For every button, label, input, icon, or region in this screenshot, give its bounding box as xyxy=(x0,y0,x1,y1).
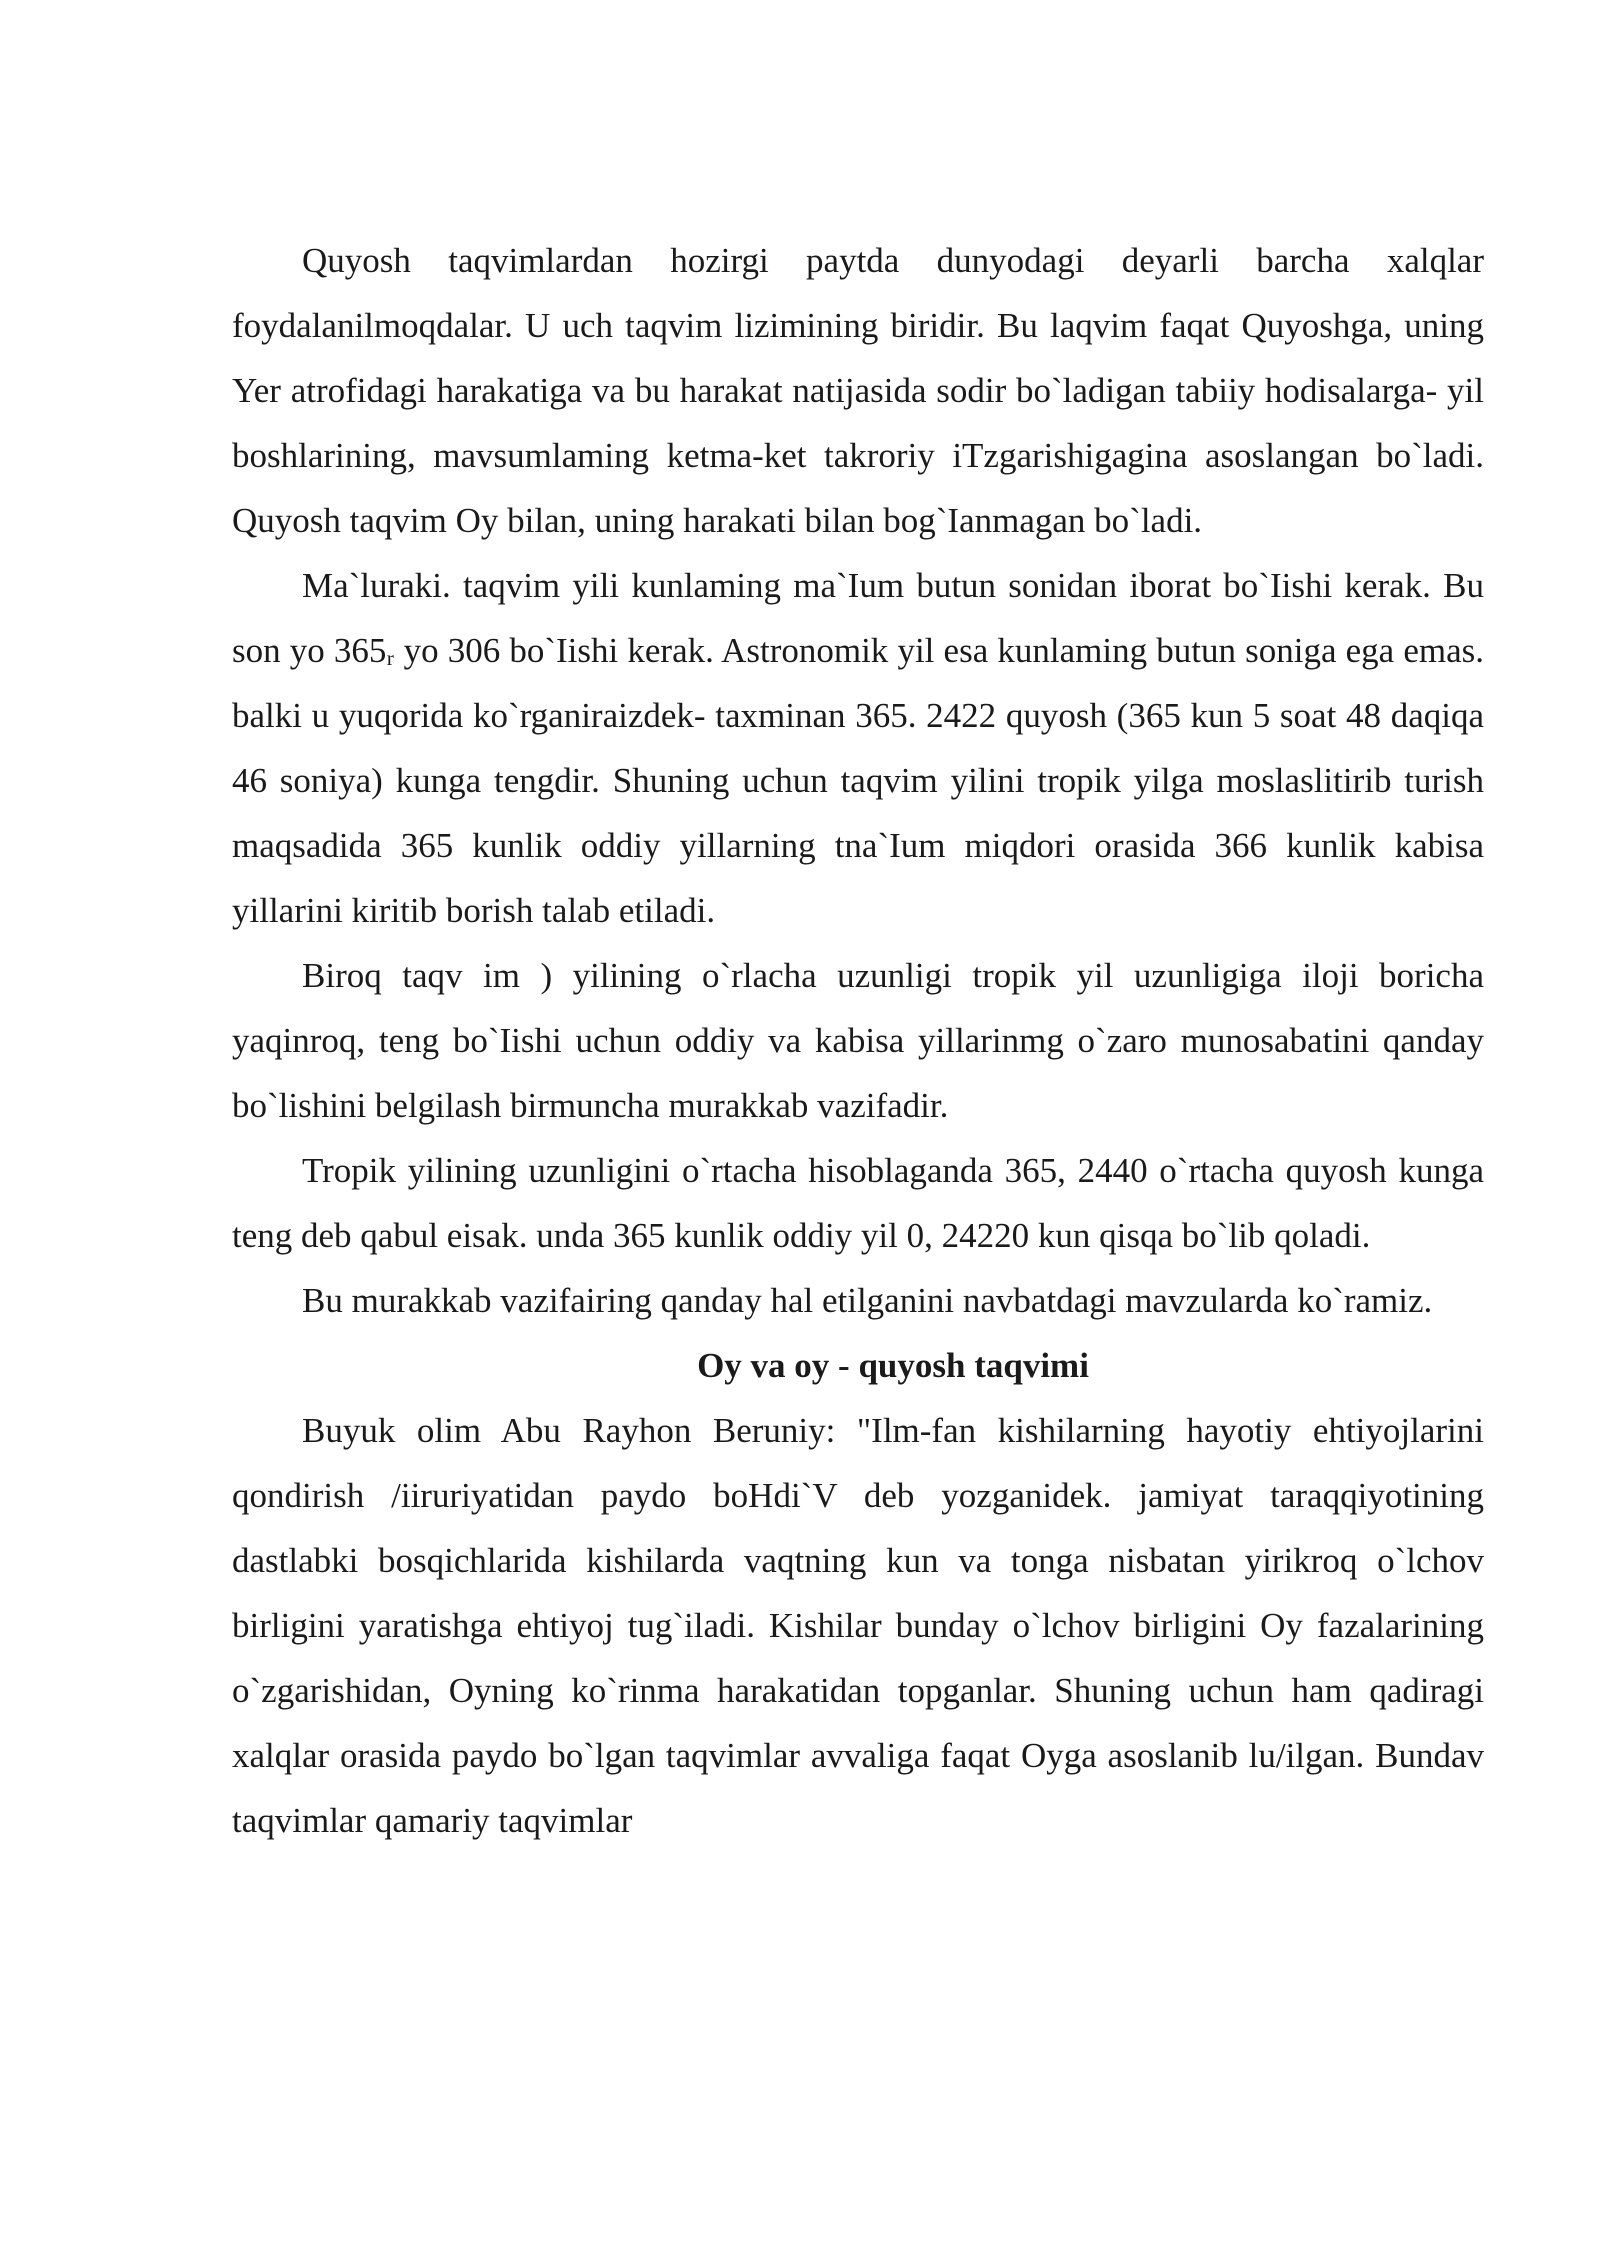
document-body xyxy=(232,228,1484,1853)
paragraph-solar-calendar: Quyosh taqvimlardan hozirgi paytda dunyodagi deyarli barcha xalqlar foydalanilmoqdalar. U uch taqvim lizimining biridir. Bu laqvim faqat Quyoshga, uning Yer atrofidagi harakatiga va bu harakat natijasida sodir bo`ladigan tabiiy hodisalarga- yil boshlarining, mavsumlaming ketma-ket takroriy iTzgarishigagina asoslangan bo`ladi. Quyosh taqvim Oy bilan, uning harakati bilan bog`Ianmagan bo`ladi. xyxy=(232,241,1484,540)
paragraph-tropical-year: Tropik yilining uzunligini o`rtacha hisoblaganda 365, 2440 o`rtacha quyosh kunga teng deb qabul eisak. unda 365 kunlik oddiy yil 0, 24220 kun qisqa bo`lib qoladi. xyxy=(232,1151,1484,1255)
paragraph-beruniy: Buyuk olim Abu Rayhon Beruniy: "Ilm-fan kishilarning hayotiy ehtiyojlarini qondirish /iiruriyatidan paydo boHdi`V deb yozganidek. jamiyat taraqqiyotining dastlabki bosqichlarida kishilarda vaqtning kun va tonga nisbatan yirikroq o`lchov birligini yaratishga ehtiyoj tug`iladi. Kishilar bunday o`lchov birligini Oy fazalarining o`zgarishidan, Oyning ko`rinma harakatidan topganlar. Shuning uchun ham qadiragi xalqlar orasida paydo bo`lgan taqvimlar avvaliga faqat Oyga asoslanib lu/ilgan. Bundav taqvimlar qamariy taqvimlar xyxy=(232,1411,1484,1840)
paragraph-next-topics: Bu murakkab vazifairing qanday hal etilganini navbatdagi mavzularda ko`ramiz. xyxy=(302,1281,1433,1320)
section-heading: Oy va oy - quyosh taqvimi xyxy=(697,1346,1089,1385)
paragraph-year-length: Biroq taqv im ) yilining o`rlacha uzunligi tropik yil uzunligiga iloji boricha yaqinroq, teng bo`Iishi uchun oddiy va kabisa yillarinmg o`zaro munosabatini qanday bo`lishini belgilash birmuncha murakkab vazifadir. xyxy=(232,956,1484,1125)
paragraph-calendar-year: Ma`luraki. taqvim yili kunlaming ma`Ium butun sonidan iborat bo`Iishi kerak. Bu son yo 365ᵣ yo 306 bo`Iishi kerak. Astronomik yil esa kunlaming butun soniga ega emas. balki u yuqorida ko`rganiraizdek- taxminan 365. 2422 quyosh (365 kun 5 soat 48 daqiqa 46 soniya) kunga tengdir. Shuning uchun taqvim yilini tropik yilga moslaslitirib turish maqsadida 365 kunlik oddiy yillarning tna`Ium miqdori orasida 366 kunlik kabisa yillarini kiritib borish talab etiladi. xyxy=(232,566,1484,930)
